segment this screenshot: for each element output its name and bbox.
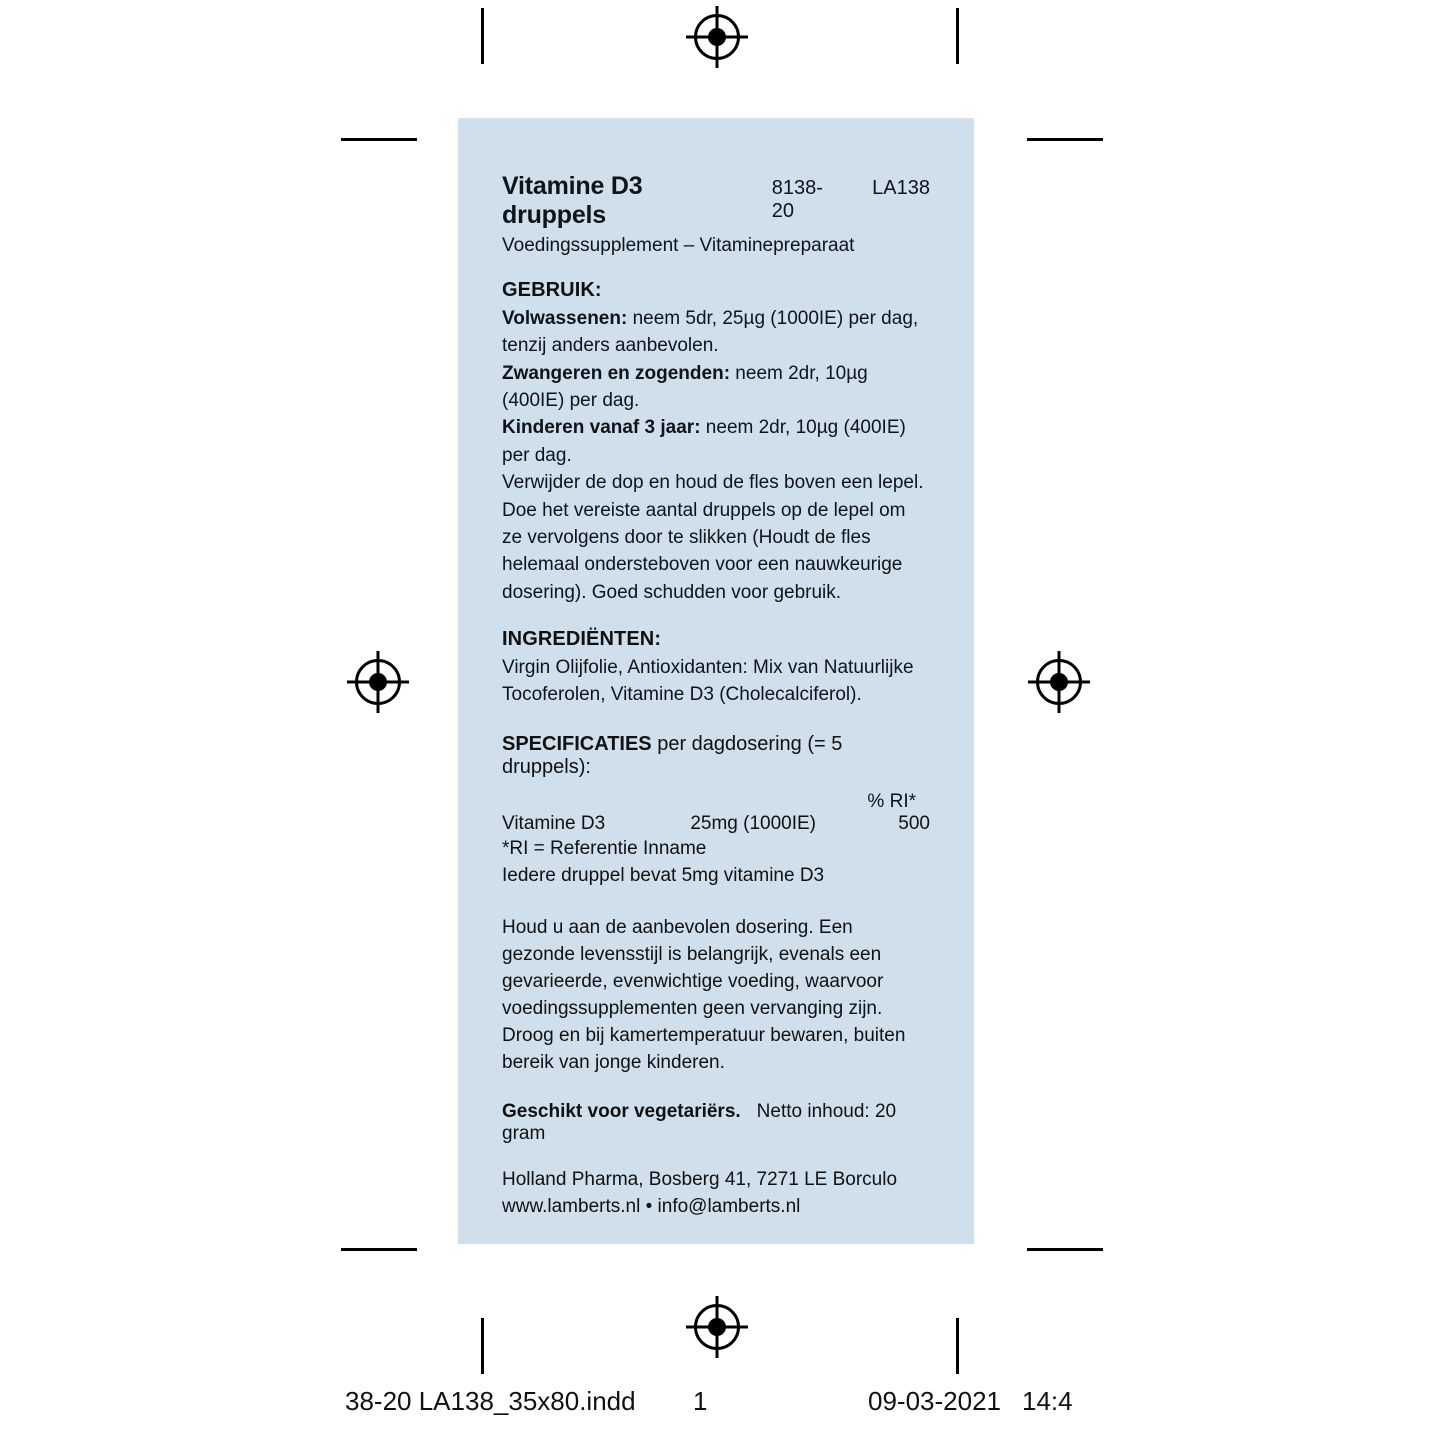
ingredients-text: Virgin Olijfolie, Antioxidanten: Mix van Natuurlijke Tocoferolen, Vitamine D3 (Cholecalciferol).	[502, 656, 914, 706]
footer-page-number: 1	[693, 1386, 708, 1416]
registration-mark-right	[1036, 659, 1082, 705]
usage-adults-label: Volwassenen:	[502, 308, 628, 329]
vegetarian-label: Geschikt voor vegetariërs.	[502, 1101, 741, 1123]
footer-date: 09-03-2021	[868, 1386, 1001, 1416]
company-address: Holland Pharma, Bosberg 41, 7271 LE Borculo	[502, 1169, 898, 1191]
usage-pregnant-text: neem 2dr, 10µg (400IE) per dag.	[502, 362, 868, 412]
usage-children-label: Kinderen vanaf 3 jaar:	[502, 417, 701, 439]
registration-mark-left	[355, 659, 401, 705]
crop-mark-right-bottom	[1027, 1248, 1103, 1251]
company-info	[502, 1167, 930, 1221]
usage-adults-text: neem 5dr, 25µg (1000IE) per dag, tenzij anders aanbevolen.	[502, 308, 919, 357]
crop-mark-bottom-right	[956, 1318, 959, 1374]
usage-heading: GEBRUIK:	[502, 279, 602, 301]
specifications-heading: SPECIFICATIES	[502, 732, 652, 755]
vegetarian-row	[502, 1101, 930, 1145]
specifications-footnote-2: Iedere druppel bevat 5mg vitamine D3	[502, 865, 825, 887]
product-code: 8138-20	[771, 177, 823, 222]
footer-time: 14:4	[1022, 1386, 1073, 1416]
spec-nutrient-amount: 25mg (1000IE)	[690, 812, 816, 834]
usage-pregnant	[502, 360, 930, 415]
advice-text: Houd u aan de aanbevolen dosering. Een gezonde levensstijl is belangrijk, evenals een gevarieerde, evenwichtige voeding, waarvoor voedingssupplementen geen vervanging zijn. Droog en bij kamertemperatuur bewaren, buiten bereik van jonge kinderen.	[502, 917, 906, 1074]
product-title: Vitamine D3 druppels	[502, 172, 643, 229]
ingredients-section	[502, 628, 930, 709]
footer-filename: 38-20 LA138_35x80.indd	[345, 1386, 636, 1416]
specifications-heading-rest: per dagdosering (= 5 druppels):	[502, 732, 843, 778]
company-web: www.lamberts.nl • info@lamberts.nl	[502, 1196, 801, 1218]
crop-mark-right-top	[1027, 138, 1103, 141]
usage-instructions: Verwijder de dop en houd de fles boven een lepel. Doe het vereiste aantal druppels op de lepel om ze vervolgens door te slikken (Houdt de fles helemaal ondersteboven voor een nauwkeurige dosering). Goed schudden voor gebruik.	[502, 472, 924, 603]
product-label-panel	[458, 118, 974, 1244]
specifications-heading-row	[502, 733, 930, 779]
spec-nutrient-name: Vitamine D3	[502, 812, 606, 834]
net-content: Netto inhoud: 20 gram	[502, 1101, 897, 1145]
crop-mark-top-right	[956, 8, 959, 64]
usage-children	[502, 414, 930, 469]
crop-mark-top-left	[481, 8, 484, 64]
specifications-footnote-1: *RI = Referentie Inname	[502, 837, 707, 859]
usage-section	[502, 279, 930, 606]
spec-nutrient-ri: 500	[898, 812, 930, 834]
specifications-ri-header: % RI*	[867, 790, 916, 812]
crop-mark-left-bottom	[341, 1248, 417, 1251]
product-code-secondary: LA138	[872, 177, 930, 199]
crop-mark-bottom-left	[481, 1318, 484, 1374]
usage-children-text: neem 2dr, 10µg (400IE) per dag.	[502, 417, 906, 466]
registration-mark-top	[694, 14, 740, 60]
usage-adults	[502, 305, 930, 360]
ingredients-heading: INGREDIËNTEN:	[502, 627, 662, 650]
table-row	[502, 813, 930, 835]
specifications-table	[502, 813, 930, 835]
usage-body	[502, 305, 930, 606]
crop-mark-left-top	[341, 138, 417, 141]
label-title-row	[502, 172, 930, 230]
usage-pregnant-label: Zwangeren en zogenden:	[502, 362, 731, 384]
product-subtitle: Voedingssupplement – Vitaminepreparaat	[502, 235, 855, 256]
registration-mark-bottom	[694, 1304, 740, 1350]
